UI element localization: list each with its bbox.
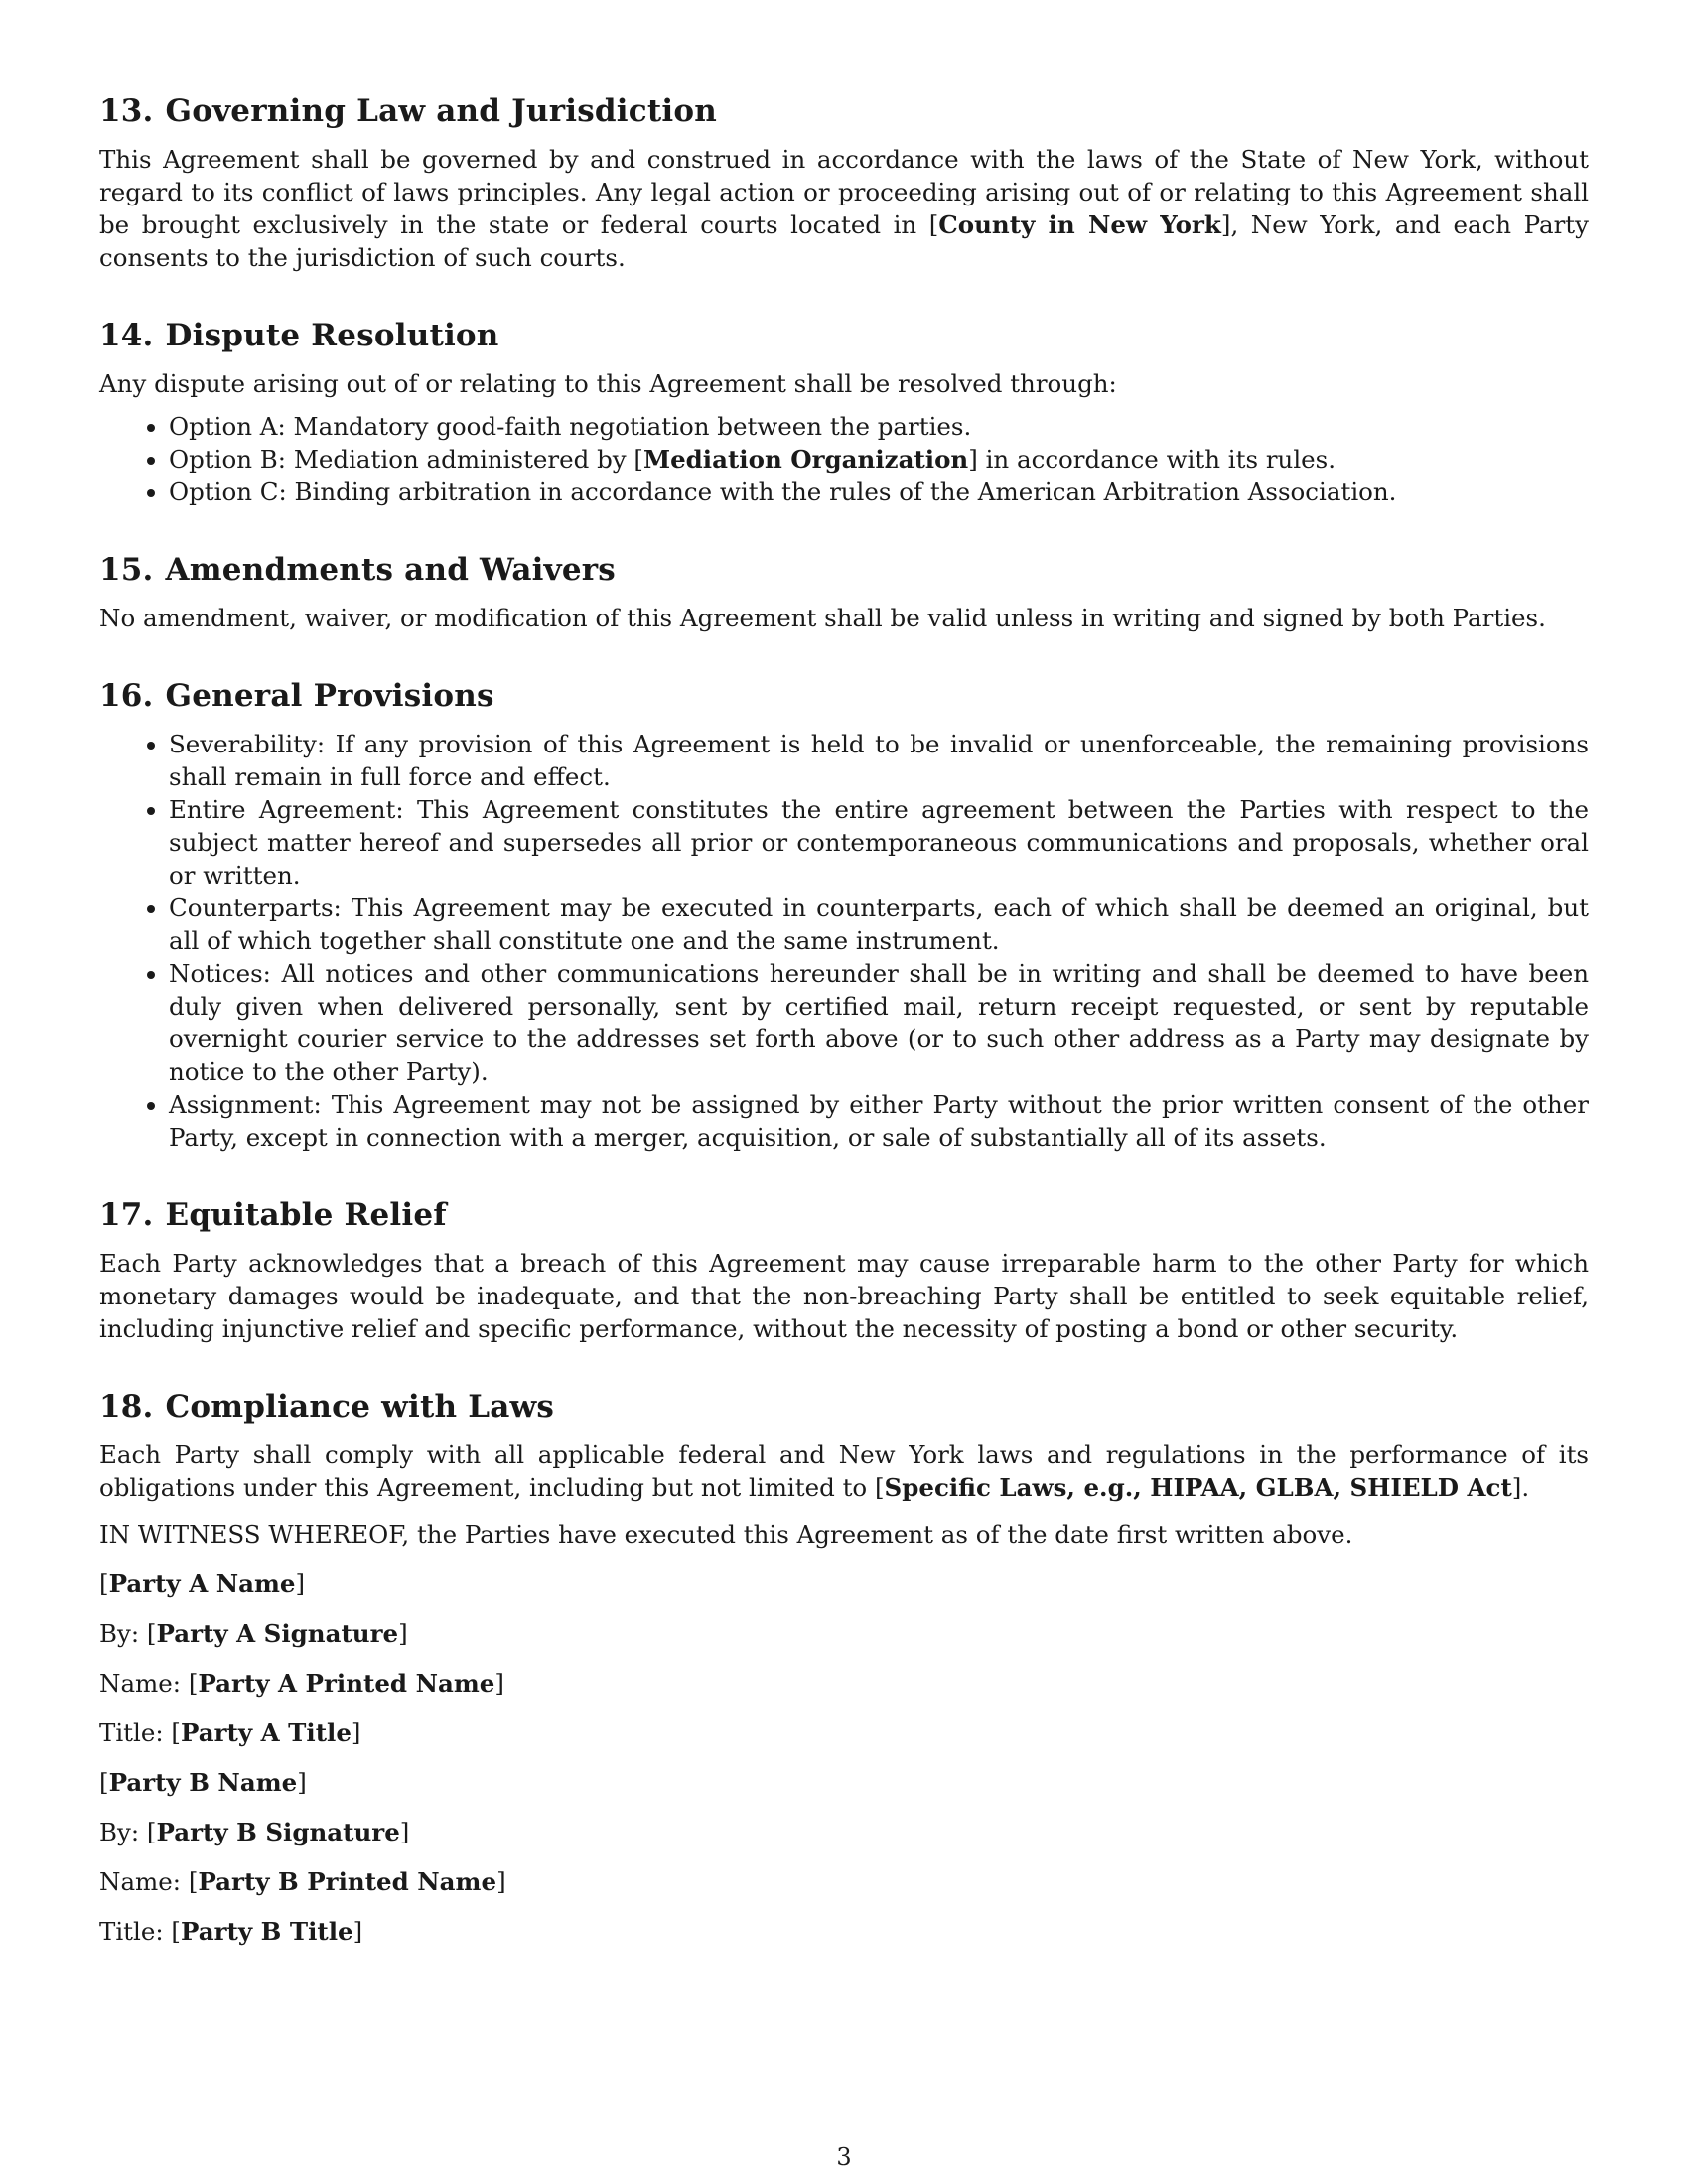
paragraph-text: ], New York, and each Party consents to the jurisdiction of such courts. [99, 210, 1589, 272]
party-name-line: [Party A Name] [99, 1570, 306, 1598]
title-line: Title: [Party B Title] [99, 1917, 363, 1946]
section-heading [99, 316, 1589, 355]
section-paragraph: Any dispute arising out of or relating to this Agreement shall be resolved through: [99, 369, 1117, 398]
list-item: • Option C: Binding arbitration in accordance with the rules of the American Arbitration Association. [169, 476, 1589, 508]
section-title: Compliance with Laws [165, 1389, 555, 1425]
list-item: • Assignment: This Agreement may not be assigned by either Party without the prior written consent of the other Party, except in connection with a merger, acquisition, or sale of substantially all of its assets. [169, 1088, 1589, 1154]
list-item: • Counterparts: This Agreement may be executed in counterparts, each of which shall be deemed an original, but all of which together shall constitute one and the same instrument. [169, 891, 1589, 957]
signature-block-party-b [99, 1766, 1589, 1948]
party-b-printed-name: Party B Printed Name [198, 1867, 497, 1896]
name-label: Name: [99, 1867, 182, 1896]
witness-clause: IN WITNESS WHEREOF, the Parties have executed this Agreement as of the date first written above. [99, 1520, 1353, 1549]
title-line: Title: [Party A Title] [99, 1718, 361, 1747]
list-item: • Entire Agreement: This Agreement constitutes the entire agreement between the Parties with respect to the subject matter hereof and supersedes all prior or contemporaneous communications and proposals, whether oral or written. [169, 793, 1589, 891]
dispute-options-list [99, 410, 1589, 508]
paragraph-text: Each Party shall comply with all applicable federal and New York laws and regulations in the performance of its obligations under this Agreement, including but not limited to [ [99, 1440, 1589, 1502]
section-title: Amendments and Waivers [165, 552, 616, 588]
section-title: Equitable Relief [165, 1197, 447, 1233]
title-label: Title: [99, 1718, 164, 1747]
placeholder-county: County in New York [938, 210, 1221, 239]
title-label: Title: [99, 1917, 164, 1946]
section-title: Governing Law and Jurisdiction [165, 93, 717, 129]
list-item [169, 443, 1589, 476]
paragraph-text: ]. [1511, 1473, 1530, 1502]
printed-name-line: Name: [Party A Printed Name] [99, 1669, 504, 1698]
party-b-name: Party B Name [108, 1768, 298, 1797]
placeholder-specific-laws: Specific Laws, e.g., HIPAA, GLBA, SHIELD Act [884, 1473, 1512, 1502]
section-paragraph: No amendment, waiver, or modification of this Agreement shall be valid unless in writing and signed by both Parties. [99, 604, 1546, 632]
section-dispute-resolution [99, 316, 1589, 508]
document-page [99, 91, 1589, 1965]
provisions-list [99, 728, 1589, 1154]
party-a-name: Party A Name [108, 1570, 296, 1598]
section-number: 13. [99, 93, 154, 129]
party-a-printed-name: Party A Printed Name [198, 1669, 495, 1698]
section-heading [99, 1387, 1589, 1427]
list-item: • Severability: If any provision of this Agreement is held to be invalid or unenforceable, the remaining provisions shall remain in full force and effect. [169, 728, 1589, 793]
section-heading [99, 676, 1589, 716]
by-label: By: [99, 1818, 140, 1846]
name-label: Name: [99, 1669, 182, 1698]
list-item: • Option A: Mandatory good-faith negotiation between the parties. [169, 410, 1589, 443]
section-heading [99, 550, 1589, 590]
section-number: 14. [99, 318, 154, 353]
printed-name-line: Name: [Party B Printed Name] [99, 1867, 506, 1896]
party-name-line: [Party B Name] [99, 1768, 307, 1797]
signature-block-party-a [99, 1568, 1589, 1749]
section-general-provisions [99, 676, 1589, 1154]
section-amendments [99, 550, 1589, 634]
section-paragraph: Each Party acknowledges that a breach of this Agreement may cause irreparable harm to the other Party for which monetary damages would be inadequate, and that the non-breaching Party shall be entitled to seek equitable relief, including injunctive relief and specific performance, without the necessity of posting a bond or other security. [99, 1249, 1589, 1343]
section-title: General Provisions [165, 678, 494, 714]
party-b-signature: Party B Signature [156, 1818, 400, 1846]
section-governing-law [99, 91, 1589, 274]
list-item-text: ] in accordance with its rules. [968, 445, 1336, 474]
section-paragraph [99, 1438, 1589, 1504]
section-number: 18. [99, 1389, 154, 1425]
section-title: Dispute Resolution [165, 318, 499, 353]
list-item-text: Option B: Mediation administered by [ [169, 445, 643, 474]
section-number: 16. [99, 678, 154, 714]
by-label: By: [99, 1619, 140, 1648]
section-heading [99, 91, 1589, 131]
list-item: • Notices: All notices and other communications hereunder shall be in writing and shall be deemed to have been duly given when delivered personally, sent by certified mail, return receipt requested, or sent by reputable overnight courier service to the addresses set forth above (or to such other address as a Party may designate by notice to the other Party). [169, 957, 1589, 1088]
section-number: 17. [99, 1197, 154, 1233]
party-b-title: Party B Title [180, 1917, 353, 1946]
section-number: 15. [99, 552, 154, 588]
signature-line: By: [Party B Signature] [99, 1818, 410, 1846]
section-paragraph [99, 143, 1589, 274]
party-a-signature: Party A Signature [156, 1619, 399, 1648]
party-a-title: Party A Title [180, 1718, 352, 1747]
section-heading [99, 1195, 1589, 1235]
signature-line: By: [Party A Signature] [99, 1619, 408, 1648]
paragraph-text: This Agreement shall be governed by and construed in accordance with the laws of the State of New York, without regard to its conflict of laws principles. Any legal action or proceeding arising out of or relating to this Agreement shall be brought exclusively in the state or federal courts located in [ [99, 145, 1589, 239]
placeholder-mediation-org: Mediation Organization [642, 445, 969, 474]
page-number: 3 [836, 2143, 852, 2171]
section-equitable-relief [99, 1195, 1589, 1345]
section-compliance [99, 1387, 1589, 1504]
